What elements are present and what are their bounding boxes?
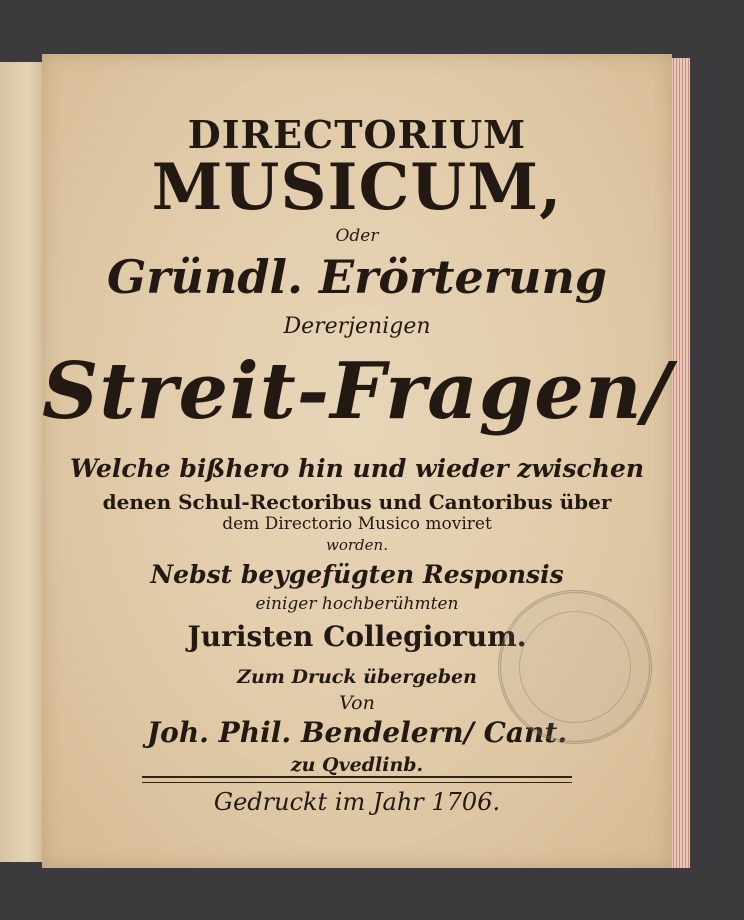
divider-rule-bottom bbox=[142, 782, 572, 783]
library-stamp-icon bbox=[498, 590, 652, 744]
left-page-edge bbox=[0, 62, 47, 862]
title-line-eroerterung: Gründl. Erörterung bbox=[106, 250, 608, 304]
divider-rule-top bbox=[142, 776, 572, 778]
hochberuehmten-line: einiger hochberühmten bbox=[255, 594, 459, 614]
zum-druck-line: Zum Druck übergeben bbox=[237, 666, 477, 688]
title-line-musicum: MUSICUM, bbox=[151, 150, 563, 225]
title-line-directorium: DIRECTORIUM bbox=[187, 112, 527, 157]
von-line: Von bbox=[339, 692, 375, 714]
subtitle-line-3: dem Directorio Musico moviret bbox=[222, 514, 492, 534]
responsis-line: Nebst beygefügten Responsis bbox=[150, 560, 564, 589]
subtitle-line-1: Welche bißhero hin und wieder zwischen bbox=[69, 454, 645, 483]
collegiorum-line: Juristen Collegiorum. bbox=[187, 620, 527, 653]
title-line-oder: Oder bbox=[335, 226, 379, 246]
subtitle-line-4: worden. bbox=[326, 536, 388, 554]
author-line: Joh. Phil. Bendelern/ Cant. bbox=[146, 716, 568, 749]
subtitle-line-2: denen Schul-Rectoribus und Cantoribus über bbox=[102, 490, 612, 514]
title-page-text bbox=[42, 54, 672, 868]
title-line-streit-fragen: Streit-Fragen/ bbox=[42, 346, 673, 437]
place-line: zu Qvedlinb. bbox=[290, 754, 424, 776]
title-line-dererjenigen: Dererjenigen bbox=[283, 314, 431, 339]
imprint-line: Gedruckt im Jahr 1706. bbox=[213, 788, 501, 816]
